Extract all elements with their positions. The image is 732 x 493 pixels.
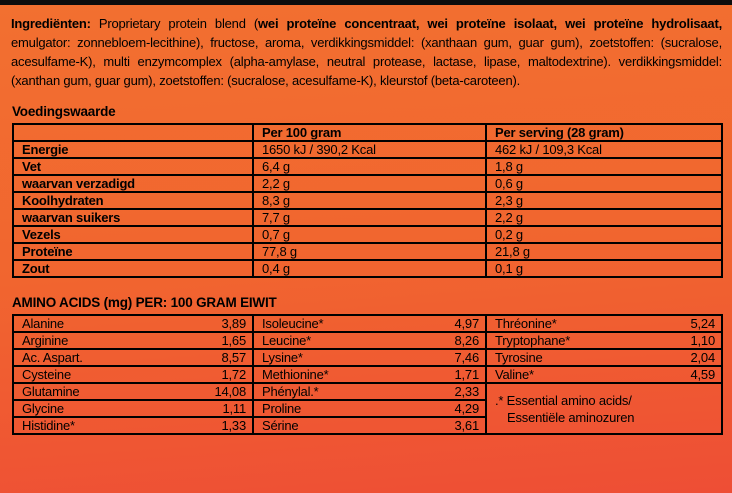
essential-note-line2: Essentiële aminozuren [507, 409, 635, 425]
table-row [13, 209, 722, 226]
amino-value: 1,65 [221, 333, 246, 348]
amino-name: Lysine* [262, 350, 303, 365]
amino-name: Isoleucine* [262, 316, 324, 331]
amino-value: 3,61 [454, 418, 479, 433]
table-row [13, 243, 722, 260]
amino-name: Proline [262, 401, 302, 416]
table-row [13, 141, 722, 158]
ingredients-paragraph [11, 14, 722, 90]
nutrition-row-label: Energie [13, 141, 253, 158]
nutrition-row-label: waarvan verzadigd [13, 175, 253, 192]
amino-value: 14,08 [214, 384, 246, 399]
amino-value: 8,57 [221, 350, 246, 365]
amino-cell [253, 315, 486, 332]
amino-cell [253, 349, 486, 366]
amino-cell [486, 349, 722, 366]
nutrition-row-label: Vezels [13, 226, 253, 243]
amino-value: 3,89 [221, 316, 246, 331]
table-row [13, 260, 722, 277]
table-row [13, 192, 722, 209]
amino-value: 1,71 [454, 367, 479, 382]
ingredients-text-2: emulgator: zonnebloem-lecithine), fructose, aroma, verdikkingsmiddel: (xanthaan gum, guar gum), zoetstoffen: (sucralose, acesulfame-K), multi enzymcomplex (alpha-amylase, neutral protease, lactase, lipase, maltodextrine). verdikkingsmiddel: (xanthan gum, guar gum), zoetstoffen: (sucralose, acesulfame-K), kleurstof (beta-caroteen). [11, 35, 722, 88]
nutrition-row-label: waarvan suikers [13, 209, 253, 226]
nutrition-per100-value: 2,2 g [253, 175, 486, 192]
nutrition-row-label: Vet [13, 158, 253, 175]
amino-cell [253, 332, 486, 349]
amino-cell [13, 366, 253, 383]
nutrition-col-serving: Per serving (28 gram) [486, 124, 722, 141]
nutrition-col-blank [13, 124, 253, 141]
amino-name: Glutamine [22, 384, 80, 399]
amino-value: 4,59 [690, 367, 715, 382]
table-row [13, 175, 722, 192]
amino-value: 8,26 [454, 333, 479, 348]
table-row [13, 315, 722, 332]
amino-acids-table [12, 314, 723, 435]
amino-value: 2,33 [454, 384, 479, 399]
amino-value: 1,33 [221, 418, 246, 433]
nutrition-row-label: Koolhydraten [13, 192, 253, 209]
amino-cell [13, 332, 253, 349]
nutrition-serving-value: 0,6 g [486, 175, 722, 192]
nutrition-serving-value: 0,1 g [486, 260, 722, 277]
amino-value: 2,04 [690, 350, 715, 365]
table-row [13, 349, 722, 366]
nutrition-table [12, 123, 723, 278]
nutrition-row-label: Zout [13, 260, 253, 277]
nutrition-per100-value: 1650 kJ / 390,2 Kcal [253, 141, 486, 158]
amino-name: Tryptophane* [495, 333, 571, 348]
amino-cell [253, 383, 486, 400]
amino-name: Leucine* [262, 333, 311, 348]
essential-note-line1: .* Essential amino acids/ [495, 392, 632, 408]
nutrition-per100-value: 8,3 g [253, 192, 486, 209]
nutrition-per100-value: 6,4 g [253, 158, 486, 175]
table-row [13, 383, 722, 400]
label-content [0, 5, 732, 435]
amino-name: Phénylal.* [262, 384, 319, 399]
nutrition-per100-value: 0,4 g [253, 260, 486, 277]
amino-cell [253, 366, 486, 383]
nutrition-serving-value: 2,2 g [486, 209, 722, 226]
nutrition-per100-value: 7,7 g [253, 209, 486, 226]
nutrition-serving-value: 21,8 g [486, 243, 722, 260]
amino-value: 4,97 [454, 316, 479, 331]
ingredients-text-1: Proprietary protein blend ( [90, 16, 259, 31]
amino-name: Alanine [22, 316, 64, 331]
amino-name: Histidine* [22, 418, 75, 433]
amino-value: 1,72 [221, 367, 246, 382]
nutrition-per100-value: 77,8 g [253, 243, 486, 260]
amino-cell [486, 366, 722, 383]
nutrition-header-row [13, 124, 722, 141]
amino-value: 5,24 [690, 316, 715, 331]
table-row [13, 332, 722, 349]
amino-name: Thréonine* [495, 316, 557, 331]
nutrition-serving-value: 0,2 g [486, 226, 722, 243]
amino-name: Methionine* [262, 367, 329, 382]
amino-value: 4,29 [454, 401, 479, 416]
amino-name: Ac. Aspart. [22, 350, 83, 365]
nutrition-col-per100: Per 100 gram [253, 124, 486, 141]
amino-name: Sérine [262, 418, 299, 433]
ingredients-label: Ingrediënten: [11, 16, 91, 31]
table-row [13, 158, 722, 175]
amino-name: Glycine [22, 401, 64, 416]
ingredients-bold-segment: wei proteïne concentraat, wei proteïne isolaat, wei proteïne hydrolisaat, [258, 16, 722, 31]
table-row [13, 366, 722, 383]
amino-cell [253, 400, 486, 417]
amino-value: 1,11 [222, 401, 246, 416]
amino-heading: AMINO ACIDS (mg) PER: 100 GRAM EIWIT [12, 295, 277, 310]
amino-cell [253, 417, 486, 434]
amino-value: 1,10 [690, 333, 715, 348]
amino-cell [13, 400, 253, 417]
nutrition-serving-value: 1,8 g [486, 158, 722, 175]
nutrition-row-label: Proteïne [13, 243, 253, 260]
nutrition-serving-value: 2,3 g [486, 192, 722, 209]
essential-note [486, 383, 722, 434]
amino-name: Cysteine [22, 367, 71, 382]
amino-cell [13, 349, 253, 366]
nutrition-heading: Voedingswaarde [12, 104, 116, 119]
amino-cell [13, 417, 253, 434]
amino-cell [13, 383, 253, 400]
nutrition-serving-value: 462 kJ / 109,3 Kcal [486, 141, 722, 158]
amino-name: Tyrosine [495, 350, 543, 365]
amino-cell [486, 332, 722, 349]
amino-cell [13, 315, 253, 332]
amino-cell [486, 315, 722, 332]
nutrition-per100-value: 0,7 g [253, 226, 486, 243]
amino-name: Arginine [22, 333, 69, 348]
table-row [13, 226, 722, 243]
amino-name: Valine* [495, 367, 534, 382]
amino-value: 7,46 [454, 350, 479, 365]
